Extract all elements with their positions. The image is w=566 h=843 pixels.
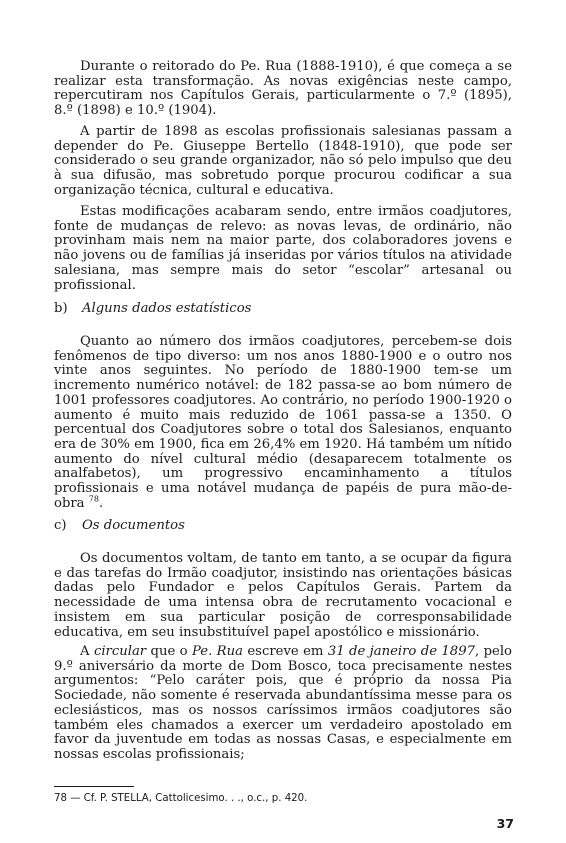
section-heading-b xyxy=(54,302,251,317)
paragraph-escolas-profissionais: A partir de 1898 as escolas profissionais salesianas passam a depender do Pe. Giuseppe Bertello (1848-1910), que pode ser considerado o seu grande organizador, não só pelo impulso que deu à sua difusão, mas sobretudo porque procurou codificar a sua organização técnica, cultural e educativa. xyxy=(54,124,512,198)
section-mark-c: c) xyxy=(54,518,67,533)
text-run: escreve em xyxy=(242,644,328,659)
section-mark-b: b) xyxy=(54,301,68,316)
paragraph-reitorado: Durante o reitorado do Pe. Rua (1888-1910), é que começa a se realizar esta transformação. As novas exigências neste campo, repercutiram nos Capítulos Gerais, particularmente o 7.º (1895), 8.º (1898) e 10.º (1904). xyxy=(54,59,512,119)
text-run: que o xyxy=(146,644,192,659)
paragraph-numero-coadjutores xyxy=(54,335,512,511)
text-run-italic: circular xyxy=(93,644,147,659)
footnote-78: 78 — Cf. P. STELLA, Cattolicesimo. . ., o.c., p. 420. xyxy=(54,793,308,804)
footnote-ref-78: 78 xyxy=(88,494,99,504)
paragraph-documentos: Os documentos voltam, de tanto em tanto, a se ocupar da figura e das tarefas do Irmão coadjutor, insistindo nas orientações básicas dadas pelo Fundador e pelos Capítulos Gerais. Partem da necessidade de uma intensa obra de recrutamento vocacional e insistem em sua particular posição de corresponsabilidade educativa, em seu insubstituível papel apostólico e missionário. xyxy=(54,551,512,640)
paragraph-circular xyxy=(54,645,512,763)
text-run: A xyxy=(80,644,94,659)
section-heading-c xyxy=(54,519,185,534)
text-run-italic: Pe. Rua xyxy=(192,644,243,659)
text-run-italic: 31 de janeiro de 1897 xyxy=(327,644,475,659)
paragraph-modificacoes: Estas modificações acabaram sendo, entre irmãos coadjutores, fonte de mudanças de relevo: as novas levas, de ordinário, não provinham mais nem na maior parte, dos colaboradores jovens e não jovens ou de famílias já inseridas por vários títulos na atividade salesiana, mas sempre mais do setor “escolar” artesanal ou profissional. xyxy=(54,204,512,293)
page-number: 37 xyxy=(496,816,514,831)
paragraph-numero-coadjutores-text: Quanto ao número dos irmãos coadjutores, percebem-se dois fenômenos de tipo diverso: um nos anos 1880-1900 e o outro nos vinte anos seguintes. No período de 1880-1900 tem-se um incremento numérico notável: de 182 passa-se ao bom número de 1001 professores coadjutores. Ao contrário, no período 1900-1920 o aumento é muito mais reduzido de 1061 passa-se a 1350. O percentual dos Coadjutores sobre o total dos Salesianos, enquanto era de 30% em 1900, fica em 26,4% em 1920. Há também um nítido aumento do nível cultural médio (desaparecem totalmente os analfabetos), um progressivo encaminhamento a títulos profissionais e uma notável mudança de papéis de pura mão-de-obra xyxy=(54,334,512,511)
footnote-divider xyxy=(54,786,134,787)
section-title-c: Os documentos xyxy=(82,518,185,533)
section-title-b: Alguns dados estatísticos xyxy=(82,301,252,316)
text-run: , pelo 9.º aniversário da morte de Dom Bosco, toca precisamente nestes argumentos: “Pelo caráter pois, que é próprio da nossa Pia Sociedade, não somente é reservada abundantíssima messe para os eclesiásticos, mas os nossos caríssimos irmãos coadjutores são também eles chamados a exercer um verdadeiro apostolado em favor da juventude em todas as nossas Casas, e especialmente em nossas escolas profissionais; xyxy=(54,644,512,762)
paragraph-end-period: . xyxy=(98,495,104,511)
